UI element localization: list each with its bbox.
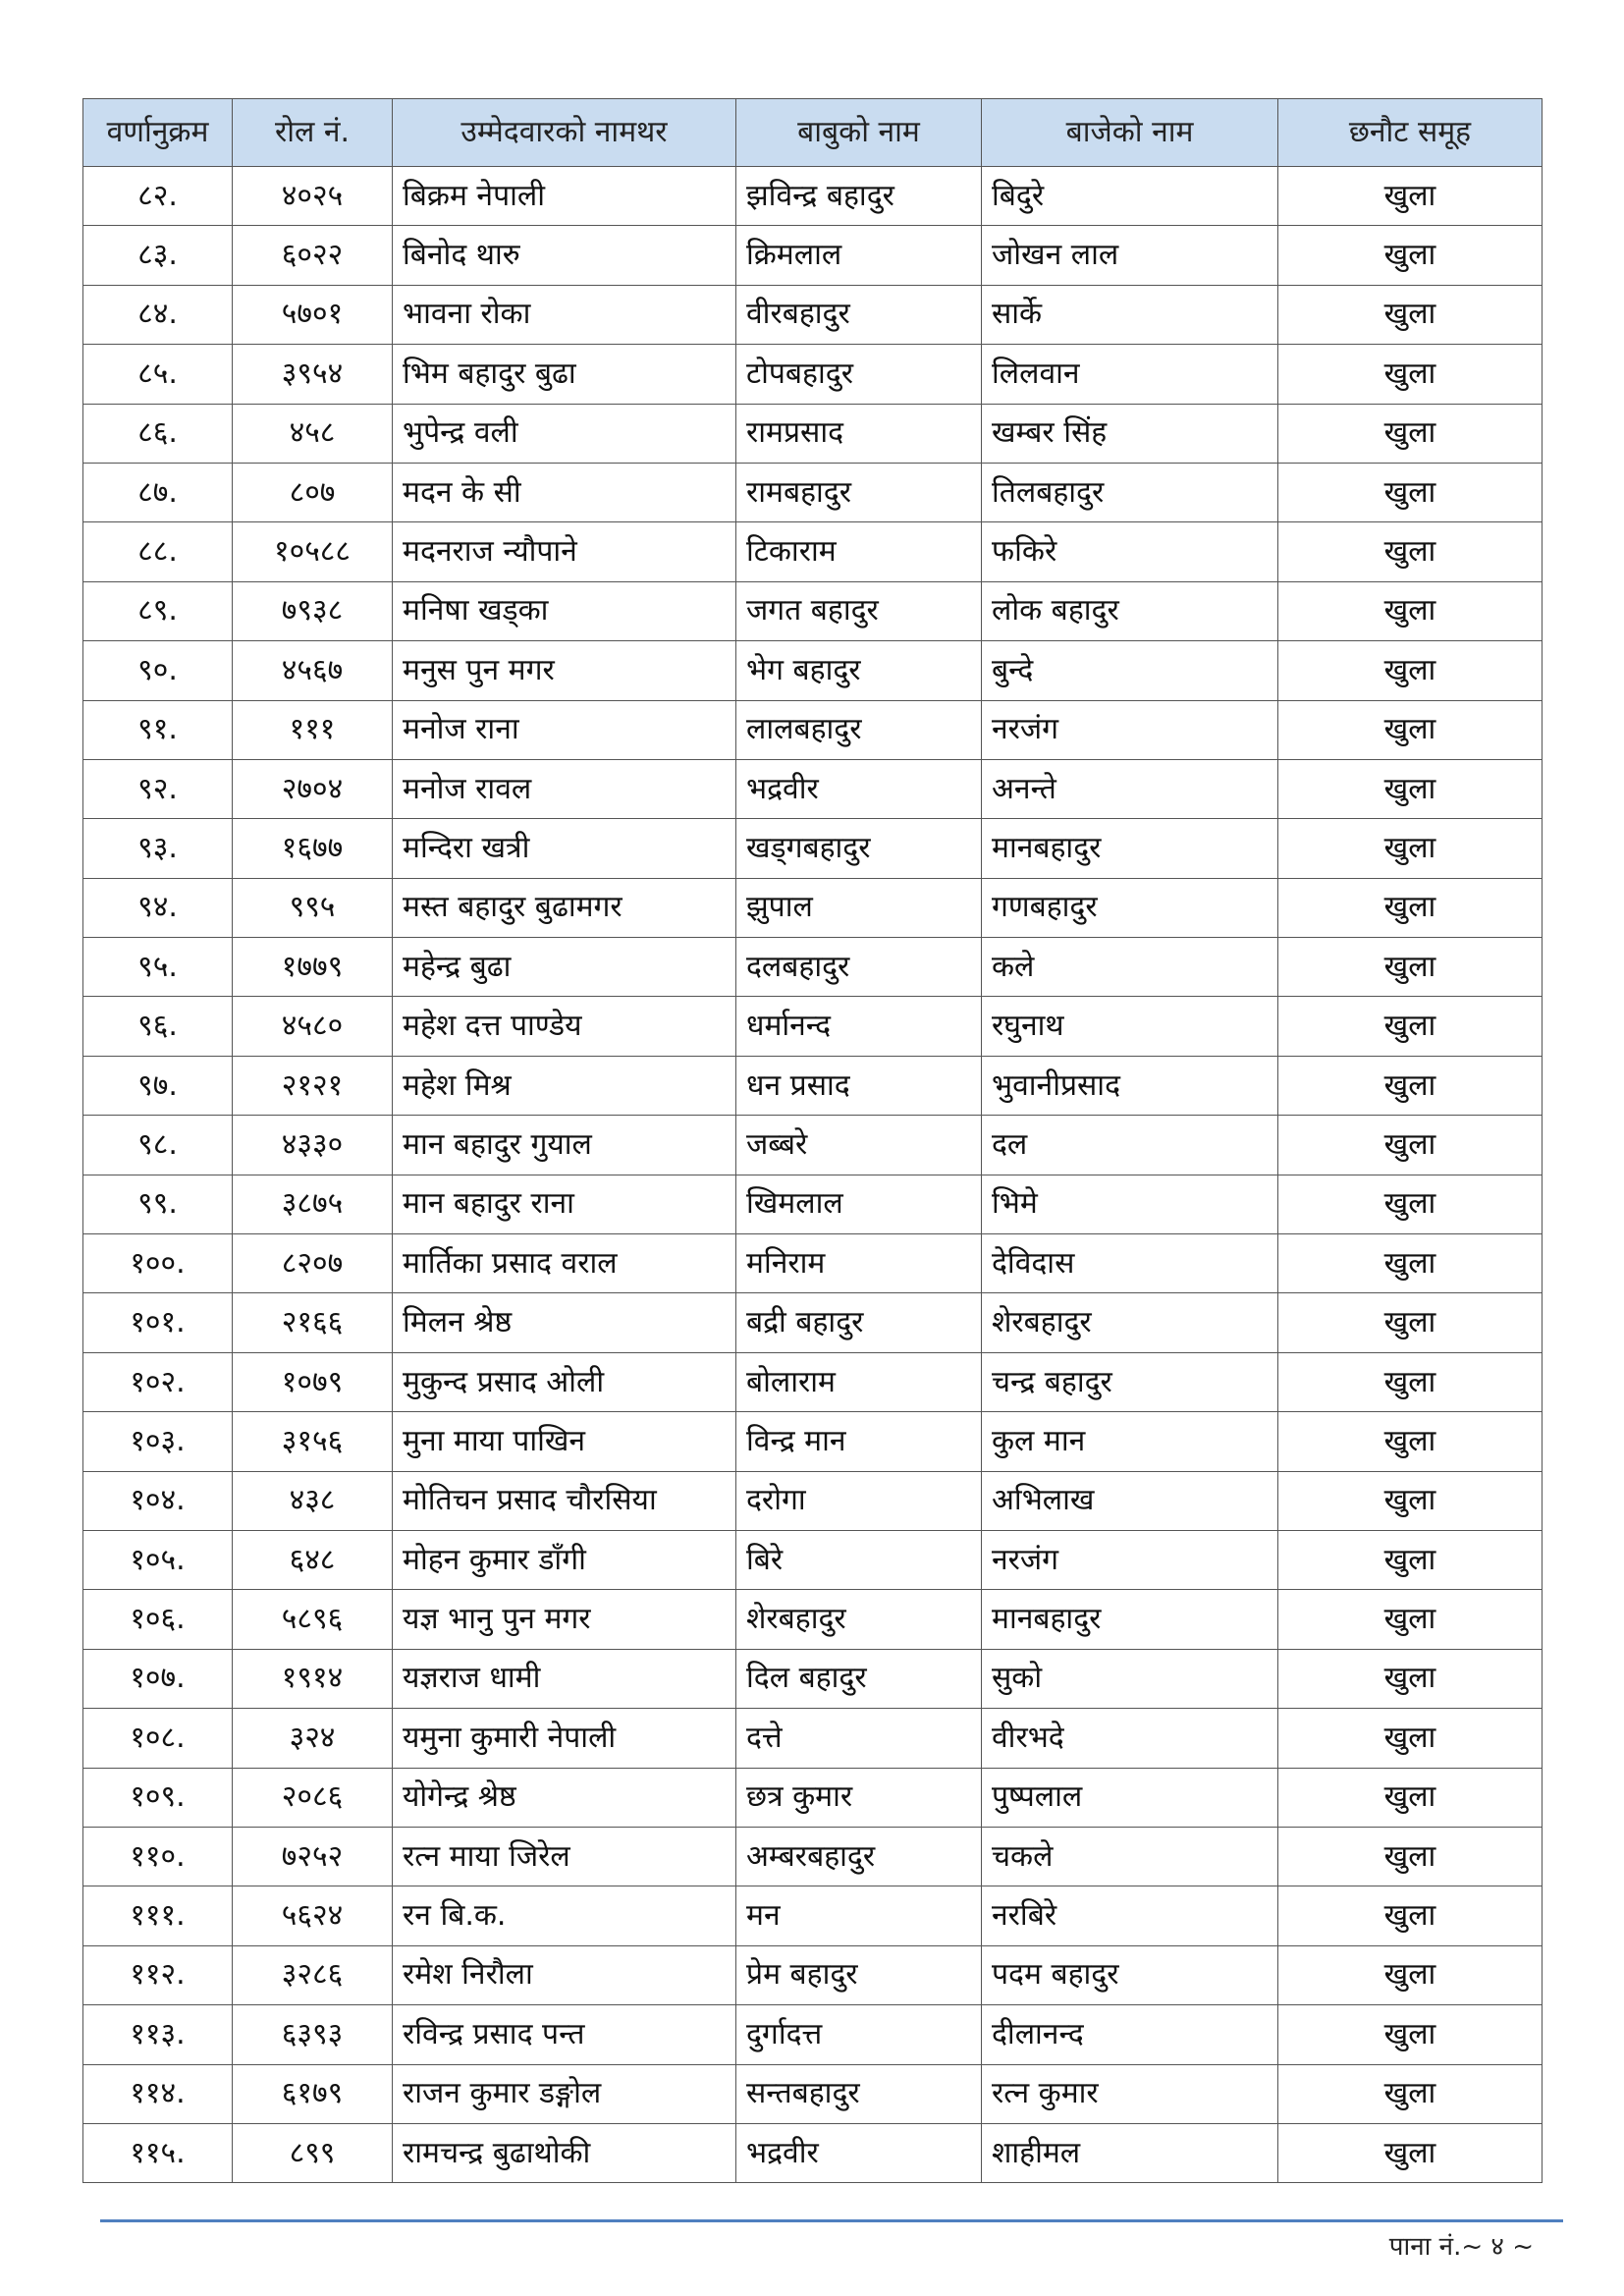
father-name-cell: बिरे bbox=[736, 1530, 982, 1589]
roll-number-cell: ३८७५ bbox=[233, 1175, 393, 1233]
roll-number-cell: ३२४ bbox=[233, 1709, 393, 1768]
roll-number-cell: १०७९ bbox=[233, 1352, 393, 1411]
grandfather-name-cell: सुको bbox=[982, 1649, 1278, 1708]
serial-cell: ८३. bbox=[83, 226, 233, 285]
grandfather-name-cell: दल bbox=[982, 1116, 1278, 1175]
table-row bbox=[83, 938, 1543, 997]
selection-group-cell: खुला bbox=[1278, 1945, 1543, 2004]
serial-cell: ९१. bbox=[83, 700, 233, 759]
roll-number-cell: ४५८० bbox=[233, 997, 393, 1056]
roll-number-cell: १९१४ bbox=[233, 1649, 393, 1708]
roll-number-cell: ३१५६ bbox=[233, 1412, 393, 1471]
selection-group-cell: खुला bbox=[1278, 581, 1543, 640]
roll-number-cell: ४०२५ bbox=[233, 167, 393, 226]
serial-cell: ११२. bbox=[83, 1945, 233, 2004]
grandfather-name-cell: नरबिरे bbox=[982, 1886, 1278, 1945]
table-row bbox=[83, 463, 1543, 521]
grandfather-name-cell: मानबहादुर bbox=[982, 819, 1278, 878]
table-row bbox=[83, 1827, 1543, 1886]
father-name-cell: बोलाराम bbox=[736, 1352, 982, 1411]
roll-number-cell: २७०४ bbox=[233, 759, 393, 818]
candidate-name-cell: मन्दिरा खत्री bbox=[393, 819, 736, 878]
serial-cell: ९३. bbox=[83, 819, 233, 878]
candidate-name-cell: भावना रोका bbox=[393, 285, 736, 344]
grandfather-name-cell: चकले bbox=[982, 1827, 1278, 1886]
table-row bbox=[83, 1352, 1543, 1411]
serial-cell: ९७. bbox=[83, 1056, 233, 1115]
table-row bbox=[83, 1234, 1543, 1293]
father-name-cell: रामबहादुर bbox=[736, 463, 982, 521]
table-row bbox=[83, 641, 1543, 700]
serial-cell: ८२. bbox=[83, 167, 233, 226]
father-name-cell: विन्द्र मान bbox=[736, 1412, 982, 1471]
candidate-name-cell: मोतिचन प्रसाद चौरसिया bbox=[393, 1471, 736, 1530]
father-name-cell: भेग बहादुर bbox=[736, 641, 982, 700]
selection-group-cell: खुला bbox=[1278, 1768, 1543, 1827]
table-row bbox=[83, 1709, 1543, 1768]
roll-number-cell: ४५८ bbox=[233, 404, 393, 463]
selection-group-cell: खुला bbox=[1278, 1056, 1543, 1115]
serial-cell: ११५. bbox=[83, 2123, 233, 2182]
serial-cell: ११४. bbox=[83, 2064, 233, 2123]
grandfather-name-cell: चन्द्र बहादुर bbox=[982, 1352, 1278, 1411]
table-row bbox=[83, 1768, 1543, 1827]
father-name-cell: भद्रवीर bbox=[736, 759, 982, 818]
selection-group-cell: खुला bbox=[1278, 1649, 1543, 1708]
serial-cell: १०२. bbox=[83, 1352, 233, 1411]
grandfather-name-cell: वीरभदे bbox=[982, 1709, 1278, 1768]
serial-cell: ९६. bbox=[83, 997, 233, 1056]
table-row bbox=[83, 285, 1543, 344]
serial-cell: ८८. bbox=[83, 522, 233, 581]
father-name-cell: टोपबहादुर bbox=[736, 345, 982, 404]
father-name-cell: जगत बहादुर bbox=[736, 581, 982, 640]
roll-number-cell: ६३९३ bbox=[233, 2005, 393, 2064]
selection-group-cell: खुला bbox=[1278, 641, 1543, 700]
candidate-name-cell: मनुस पुन मगर bbox=[393, 641, 736, 700]
table-row bbox=[83, 345, 1543, 404]
father-name-cell: सन्तबहादुर bbox=[736, 2064, 982, 2123]
selection-group-cell: खुला bbox=[1278, 700, 1543, 759]
roll-number-cell: ८२०७ bbox=[233, 1234, 393, 1293]
grandfather-name-cell: पदम बहादुर bbox=[982, 1945, 1278, 2004]
father-name-cell: धर्मानन्द bbox=[736, 997, 982, 1056]
serial-cell: ८५. bbox=[83, 345, 233, 404]
selection-group-cell: खुला bbox=[1278, 463, 1543, 521]
selection-group-cell: खुला bbox=[1278, 404, 1543, 463]
serial-cell: ९२. bbox=[83, 759, 233, 818]
serial-cell: १०१. bbox=[83, 1293, 233, 1352]
serial-cell: ९९. bbox=[83, 1175, 233, 1233]
candidate-name-cell: मदनराज न्यौपाने bbox=[393, 522, 736, 581]
page-number: पाना नं.~ ४ ~ bbox=[1388, 2232, 1534, 2262]
father-name-cell: दिल बहादुर bbox=[736, 1649, 982, 1708]
table-row bbox=[83, 1293, 1543, 1352]
selection-group-cell: खुला bbox=[1278, 1293, 1543, 1352]
father-name-cell: लालबहादुर bbox=[736, 700, 982, 759]
candidate-name-cell: बिनोद थारु bbox=[393, 226, 736, 285]
roll-number-cell: २०८६ bbox=[233, 1768, 393, 1827]
serial-cell: ९०. bbox=[83, 641, 233, 700]
father-name-cell: छत्र कुमार bbox=[736, 1768, 982, 1827]
candidate-name-cell: राजन कुमार डङ्गोल bbox=[393, 2064, 736, 2123]
header-candidate-name: उम्मेदवारको नामथर bbox=[393, 99, 736, 167]
candidate-name-cell: रत्न माया जिरेल bbox=[393, 1827, 736, 1886]
father-name-cell: दुर्गादत्त bbox=[736, 2005, 982, 2064]
father-name-cell: मनिराम bbox=[736, 1234, 982, 1293]
roll-number-cell: ८९९ bbox=[233, 2123, 393, 2182]
father-name-cell: शेरबहादुर bbox=[736, 1590, 982, 1649]
grandfather-name-cell: नरजंग bbox=[982, 1530, 1278, 1589]
table-row bbox=[83, 1530, 1543, 1589]
table-row bbox=[83, 581, 1543, 640]
roll-number-cell: ४३८ bbox=[233, 1471, 393, 1530]
selection-group-cell: खुला bbox=[1278, 1471, 1543, 1530]
grandfather-name-cell: खम्बर सिंह bbox=[982, 404, 1278, 463]
father-name-cell: जब्बरे bbox=[736, 1116, 982, 1175]
grandfather-name-cell: रत्न कुमार bbox=[982, 2064, 1278, 2123]
grandfather-name-cell: नरजंग bbox=[982, 700, 1278, 759]
selection-group-cell: खुला bbox=[1278, 878, 1543, 937]
selection-group-cell: खुला bbox=[1278, 345, 1543, 404]
candidate-name-cell: मुना माया पाखिन bbox=[393, 1412, 736, 1471]
header-father-name: बाबुको नाम bbox=[736, 99, 982, 167]
roll-number-cell: १६७७ bbox=[233, 819, 393, 878]
father-name-cell: अम्बरबहादुर bbox=[736, 1827, 982, 1886]
table-row bbox=[83, 226, 1543, 285]
roll-number-cell: ६४८ bbox=[233, 1530, 393, 1589]
table-row bbox=[83, 522, 1543, 581]
serial-cell: ८६. bbox=[83, 404, 233, 463]
selection-group-cell: खुला bbox=[1278, 819, 1543, 878]
selection-group-cell: खुला bbox=[1278, 2064, 1543, 2123]
grandfather-name-cell: शाहीमल bbox=[982, 2123, 1278, 2182]
roll-number-cell: ३९५४ bbox=[233, 345, 393, 404]
selection-group-cell: खुला bbox=[1278, 522, 1543, 581]
grandfather-name-cell: अभिलाख bbox=[982, 1471, 1278, 1530]
serial-cell: ८४. bbox=[83, 285, 233, 344]
serial-cell: १०६. bbox=[83, 1590, 233, 1649]
grandfather-name-cell: रघुनाथ bbox=[982, 997, 1278, 1056]
father-name-cell: वीरबहादुर bbox=[736, 285, 982, 344]
grandfather-name-cell: फकिरे bbox=[982, 522, 1278, 581]
table-body bbox=[83, 167, 1543, 2183]
candidate-name-cell: मनोज रावल bbox=[393, 759, 736, 818]
father-name-cell: दरोगा bbox=[736, 1471, 982, 1530]
selection-group-cell: खुला bbox=[1278, 2005, 1543, 2064]
candidate-name-cell: मोहन कुमार डाँगी bbox=[393, 1530, 736, 1589]
serial-cell: ९८. bbox=[83, 1116, 233, 1175]
grandfather-name-cell: भुवानीप्रसाद bbox=[982, 1056, 1278, 1115]
table-row bbox=[83, 1412, 1543, 1471]
father-name-cell: खड्गबहादुर bbox=[736, 819, 982, 878]
grandfather-name-cell: सार्के bbox=[982, 285, 1278, 344]
serial-cell: १०९. bbox=[83, 1768, 233, 1827]
selection-group-cell: खुला bbox=[1278, 997, 1543, 1056]
roll-number-cell: १७७९ bbox=[233, 938, 393, 997]
selection-group-cell: खुला bbox=[1278, 759, 1543, 818]
father-name-cell: धन प्रसाद bbox=[736, 1056, 982, 1115]
header-selection-group: छनौट समूह bbox=[1278, 99, 1543, 167]
table-row bbox=[83, 1471, 1543, 1530]
selection-group-cell: खुला bbox=[1278, 1709, 1543, 1768]
grandfather-name-cell: कुल मान bbox=[982, 1412, 1278, 1471]
father-name-cell: प्रेम बहादुर bbox=[736, 1945, 982, 2004]
serial-cell: १०३. bbox=[83, 1412, 233, 1471]
table-row bbox=[83, 1590, 1543, 1649]
grandfather-name-cell: अनन्ते bbox=[982, 759, 1278, 818]
grandfather-name-cell: कले bbox=[982, 938, 1278, 997]
grandfather-name-cell: पुष्पलाल bbox=[982, 1768, 1278, 1827]
grandfather-name-cell: तिलबहादुर bbox=[982, 463, 1278, 521]
serial-cell: ९५. bbox=[83, 938, 233, 997]
father-name-cell: दलबहादुर bbox=[736, 938, 982, 997]
selection-group-cell: खुला bbox=[1278, 1886, 1543, 1945]
table-header-row bbox=[83, 99, 1543, 167]
table-row bbox=[83, 1116, 1543, 1175]
grandfather-name-cell: मानबहादुर bbox=[982, 1590, 1278, 1649]
footer-divider bbox=[100, 2219, 1563, 2222]
roll-number-cell: ६०२२ bbox=[233, 226, 393, 285]
header-grandfather-name: बाजेको नाम bbox=[982, 99, 1278, 167]
grandfather-name-cell: लिलवान bbox=[982, 345, 1278, 404]
candidate-name-cell: रविन्द्र प्रसाद पन्त bbox=[393, 2005, 736, 2064]
candidate-name-cell: बिक्रम नेपाली bbox=[393, 167, 736, 226]
table-row bbox=[83, 997, 1543, 1056]
candidate-name-cell: रामचन्द्र बुढाथोकी bbox=[393, 2123, 736, 2182]
father-name-cell: खिमलाल bbox=[736, 1175, 982, 1233]
table-row bbox=[83, 2123, 1543, 2182]
father-name-cell: झुपाल bbox=[736, 878, 982, 937]
serial-cell: १११. bbox=[83, 1886, 233, 1945]
grandfather-name-cell: दीलानन्द bbox=[982, 2005, 1278, 2064]
candidate-name-cell: मान बहादुर गुयाल bbox=[393, 1116, 736, 1175]
candidate-name-cell: मान बहादुर राना bbox=[393, 1175, 736, 1233]
table-row bbox=[83, 759, 1543, 818]
candidate-results-table bbox=[82, 98, 1543, 2183]
candidate-name-cell: मनोज राना bbox=[393, 700, 736, 759]
roll-number-cell: ७९३८ bbox=[233, 581, 393, 640]
father-name-cell: बद्री बहादुर bbox=[736, 1293, 982, 1352]
candidate-name-cell: महेन्द्र बुढा bbox=[393, 938, 736, 997]
roll-number-cell: ६१७९ bbox=[233, 2064, 393, 2123]
selection-group-cell: खुला bbox=[1278, 226, 1543, 285]
selection-group-cell: खुला bbox=[1278, 1530, 1543, 1589]
roll-number-cell: ५७०१ bbox=[233, 285, 393, 344]
table-row bbox=[83, 878, 1543, 937]
table-row bbox=[83, 819, 1543, 878]
roll-number-cell: ४३३० bbox=[233, 1116, 393, 1175]
roll-number-cell: १०५८८ bbox=[233, 522, 393, 581]
table-row bbox=[83, 1056, 1543, 1115]
grandfather-name-cell: भिमे bbox=[982, 1175, 1278, 1233]
header-roll-number: रोल नं. bbox=[233, 99, 393, 167]
grandfather-name-cell: गणबहादुर bbox=[982, 878, 1278, 937]
grandfather-name-cell: देविदास bbox=[982, 1234, 1278, 1293]
serial-cell: १००. bbox=[83, 1234, 233, 1293]
selection-group-cell: खुला bbox=[1278, 1590, 1543, 1649]
candidate-name-cell: यमुना कुमारी नेपाली bbox=[393, 1709, 736, 1768]
table-row bbox=[83, 2064, 1543, 2123]
selection-group-cell: खुला bbox=[1278, 1175, 1543, 1233]
selection-group-cell: खुला bbox=[1278, 2123, 1543, 2182]
candidate-name-cell: मनिषा खड्का bbox=[393, 581, 736, 640]
selection-group-cell: खुला bbox=[1278, 1412, 1543, 1471]
roll-number-cell: ५८९६ bbox=[233, 1590, 393, 1649]
header-serial: वर्णानुक्रम bbox=[83, 99, 233, 167]
grandfather-name-cell: जोखन लाल bbox=[982, 226, 1278, 285]
table-row bbox=[83, 1886, 1543, 1945]
father-name-cell: रामप्रसाद bbox=[736, 404, 982, 463]
father-name-cell: झविन्द्र बहादुर bbox=[736, 167, 982, 226]
roll-number-cell: २१२१ bbox=[233, 1056, 393, 1115]
serial-cell: १०५. bbox=[83, 1530, 233, 1589]
candidate-name-cell: मार्तिका प्रसाद वराल bbox=[393, 1234, 736, 1293]
candidate-name-cell: मुकुन्द प्रसाद ओली bbox=[393, 1352, 736, 1411]
candidate-name-cell: महेश मिश्र bbox=[393, 1056, 736, 1115]
roll-number-cell: ३२८६ bbox=[233, 1945, 393, 2004]
candidate-name-cell: भुपेन्द्र वली bbox=[393, 404, 736, 463]
grandfather-name-cell: बुन्दे bbox=[982, 641, 1278, 700]
grandfather-name-cell: शेरबहादुर bbox=[982, 1293, 1278, 1352]
father-name-cell: क्रिमलाल bbox=[736, 226, 982, 285]
selection-group-cell: खुला bbox=[1278, 285, 1543, 344]
candidate-name-cell: भिम बहादुर बुढा bbox=[393, 345, 736, 404]
roll-number-cell: १११ bbox=[233, 700, 393, 759]
grandfather-name-cell: लोक बहादुर bbox=[982, 581, 1278, 640]
serial-cell: ११०. bbox=[83, 1827, 233, 1886]
table-row bbox=[83, 167, 1543, 226]
candidate-name-cell: मस्त बहादुर बुढामगर bbox=[393, 878, 736, 937]
serial-cell: ११३. bbox=[83, 2005, 233, 2064]
father-name-cell: दत्ते bbox=[736, 1709, 982, 1768]
father-name-cell: भद्रवीर bbox=[736, 2123, 982, 2182]
table-row bbox=[83, 404, 1543, 463]
selection-group-cell: खुला bbox=[1278, 167, 1543, 226]
table-row bbox=[83, 700, 1543, 759]
father-name-cell: मन bbox=[736, 1886, 982, 1945]
grandfather-name-cell: बिदुरे bbox=[982, 167, 1278, 226]
candidate-name-cell: मदन के सी bbox=[393, 463, 736, 521]
serial-cell: ८७. bbox=[83, 463, 233, 521]
selection-group-cell: खुला bbox=[1278, 1234, 1543, 1293]
table-row bbox=[83, 2005, 1543, 2064]
candidate-name-cell: रन बि.क. bbox=[393, 1886, 736, 1945]
serial-cell: ९४. bbox=[83, 878, 233, 937]
table-row bbox=[83, 1649, 1543, 1708]
serial-cell: १०४. bbox=[83, 1471, 233, 1530]
roll-number-cell: ८०७ bbox=[233, 463, 393, 521]
roll-number-cell: ४५६७ bbox=[233, 641, 393, 700]
selection-group-cell: खुला bbox=[1278, 1352, 1543, 1411]
candidate-name-cell: योगेन्द्र श्रेष्ठ bbox=[393, 1768, 736, 1827]
serial-cell: ८९. bbox=[83, 581, 233, 640]
roll-number-cell: ५६२४ bbox=[233, 1886, 393, 1945]
selection-group-cell: खुला bbox=[1278, 1827, 1543, 1886]
father-name-cell: टिकाराम bbox=[736, 522, 982, 581]
candidate-name-cell: रमेश निरौला bbox=[393, 1945, 736, 2004]
serial-cell: १०८. bbox=[83, 1709, 233, 1768]
candidate-name-cell: मिलन श्रेष्ठ bbox=[393, 1293, 736, 1352]
candidate-name-cell: यज्ञ भानु पुन मगर bbox=[393, 1590, 736, 1649]
candidate-name-cell: यज्ञराज धामी bbox=[393, 1649, 736, 1708]
selection-group-cell: खुला bbox=[1278, 938, 1543, 997]
roll-number-cell: ७२५२ bbox=[233, 1827, 393, 1886]
table-row bbox=[83, 1945, 1543, 2004]
selection-group-cell: खुला bbox=[1278, 1116, 1543, 1175]
roll-number-cell: ९९५ bbox=[233, 878, 393, 937]
serial-cell: १०७. bbox=[83, 1649, 233, 1708]
table-row bbox=[83, 1175, 1543, 1233]
candidate-name-cell: महेश दत्त पाण्डेय bbox=[393, 997, 736, 1056]
roll-number-cell: २१६६ bbox=[233, 1293, 393, 1352]
